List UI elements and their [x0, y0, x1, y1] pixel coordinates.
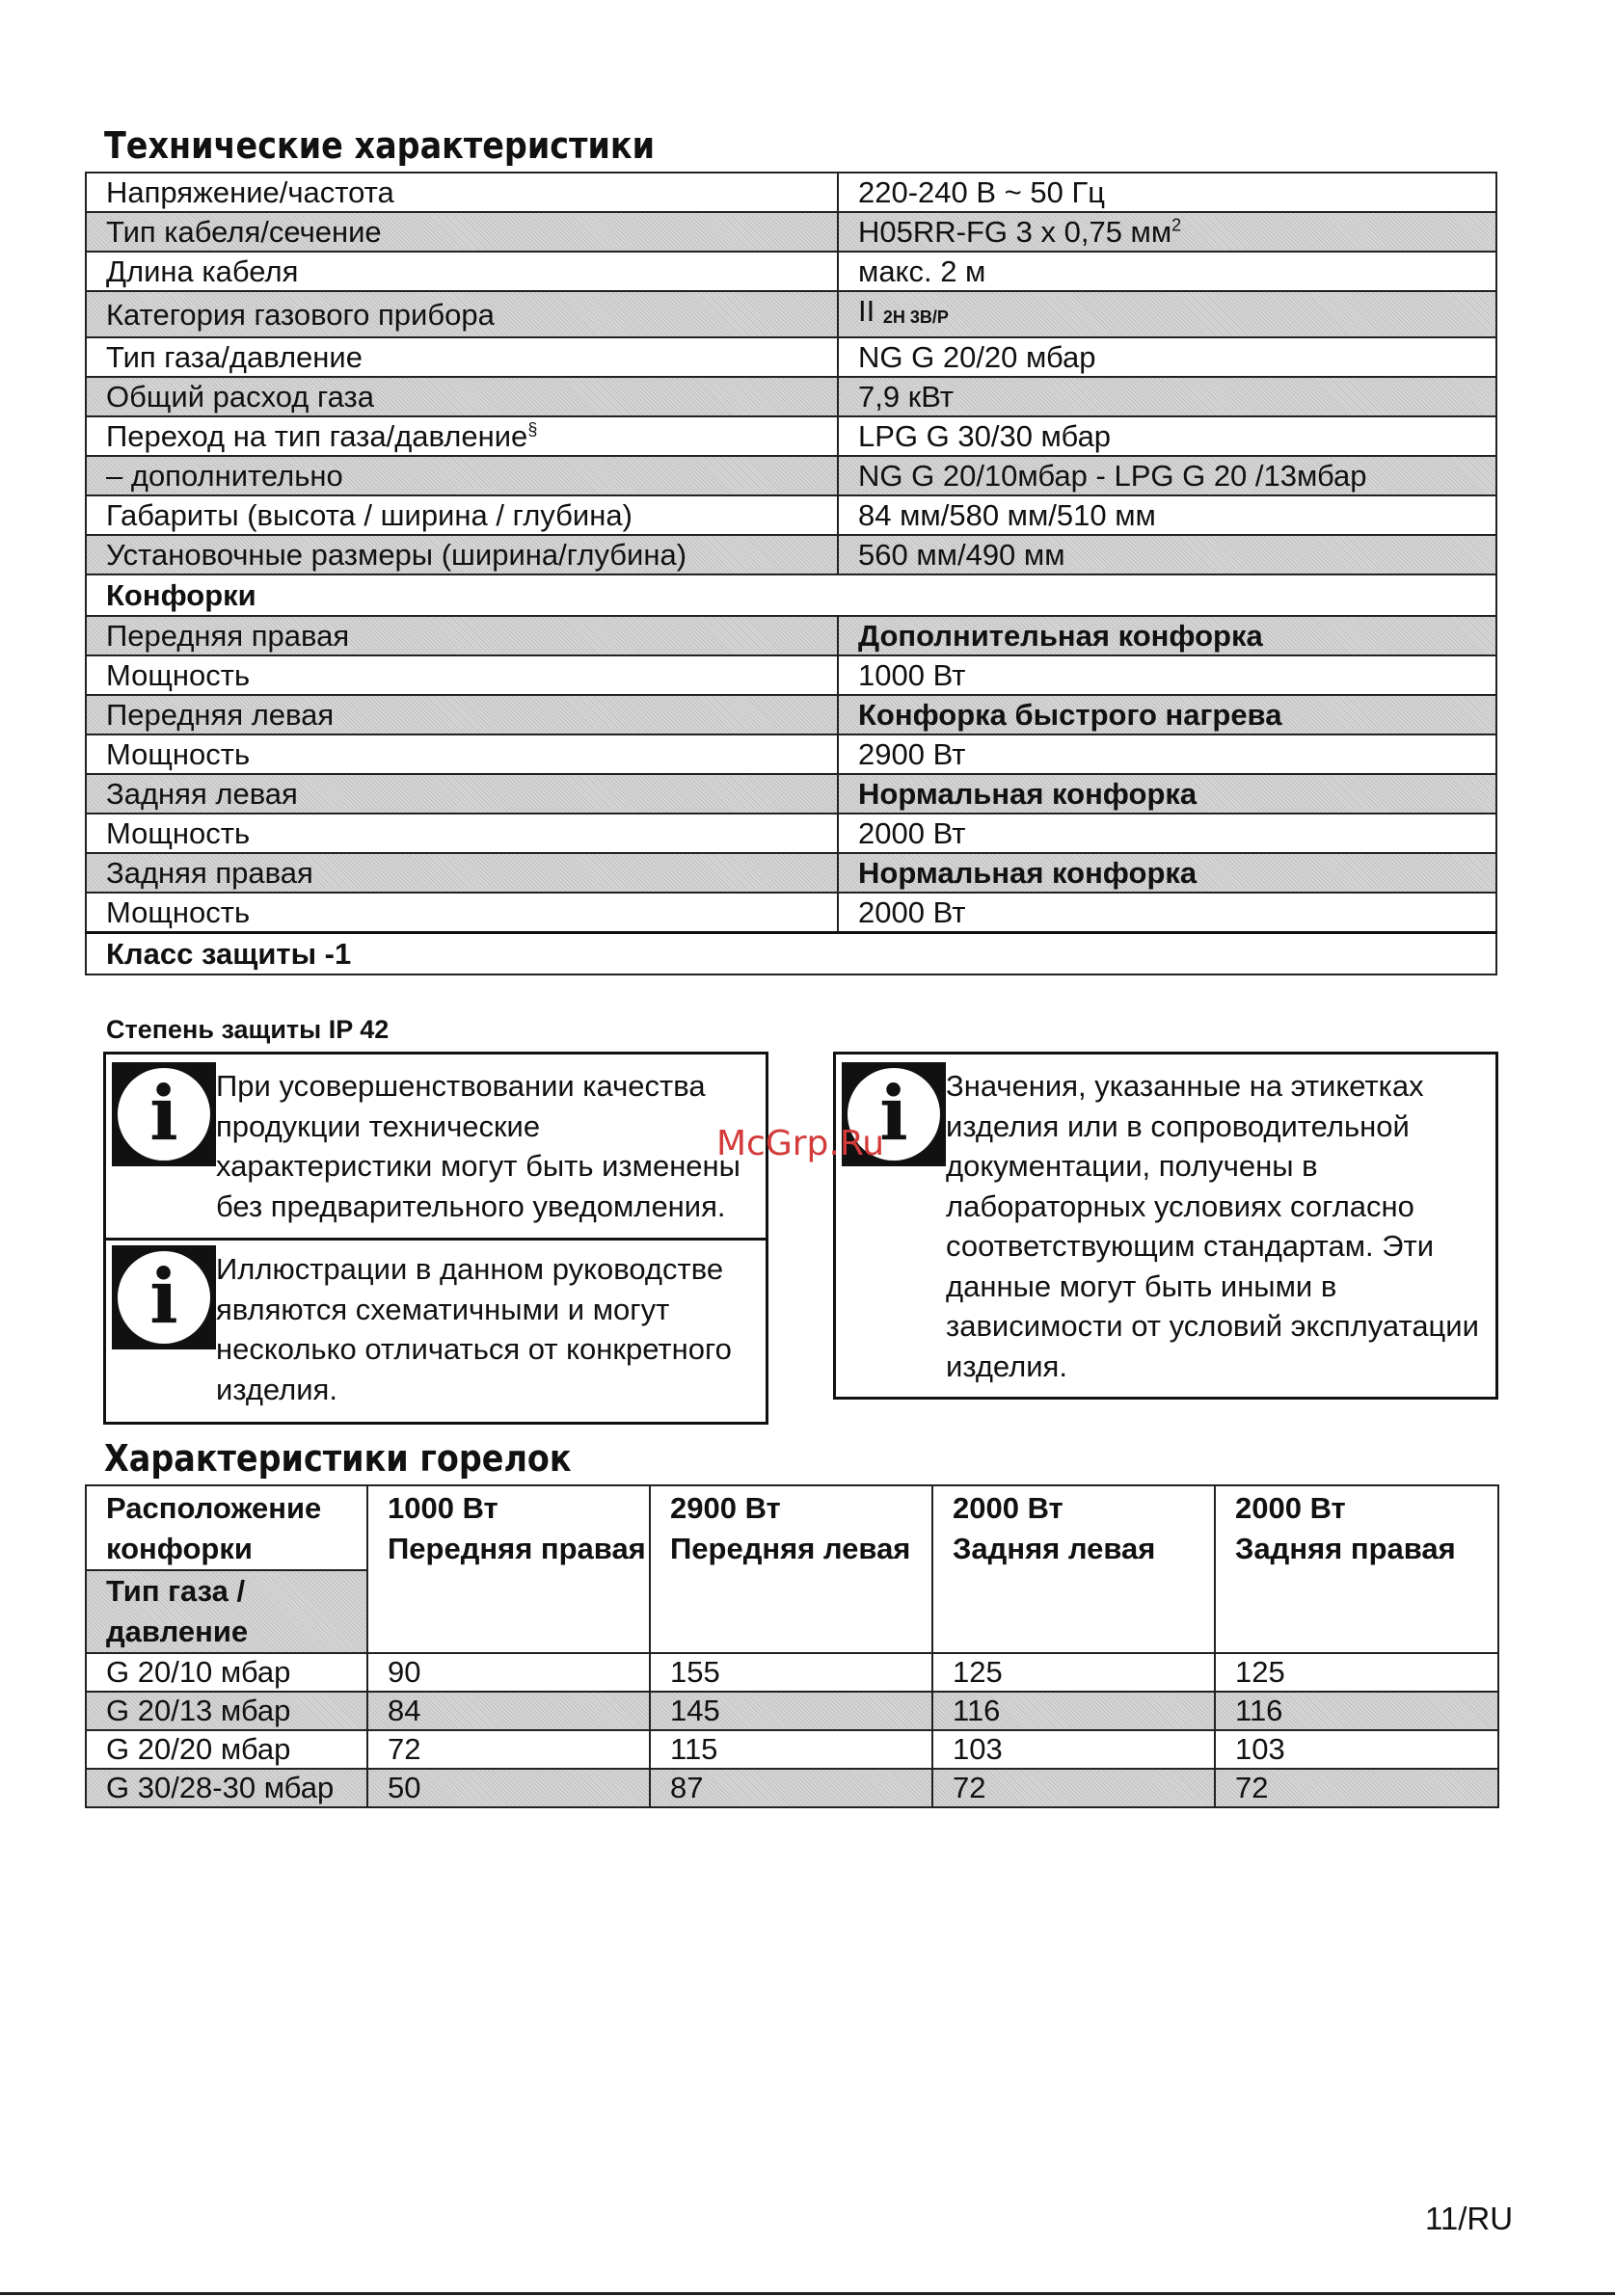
section-title: Характеристики горелок — [104, 1437, 572, 1480]
header-col — [367, 1485, 650, 1653]
value-cell: 72 — [932, 1769, 1215, 1807]
value-cell: 116 — [932, 1692, 1215, 1730]
note-text: Иллюстрации в данном руководстве являются схематичными и могут несколько отличаться от конкретного изделия. — [216, 1252, 732, 1406]
col-name: Передняя левая — [670, 1532, 911, 1565]
tech-specs-table — [85, 172, 1497, 975]
spec-value-text: H05RR-FG 3 x 0,75 мм — [858, 215, 1172, 249]
note-text: При усовершенствовании качества продукции технические характеристики могут быть изменены без предварительного уведомления. — [216, 1069, 740, 1223]
burner-label: Мощность — [86, 655, 838, 695]
spec-value: 84 мм/580 мм/510 мм — [838, 495, 1496, 535]
notes-box-right — [833, 1052, 1498, 1400]
header-col — [650, 1485, 932, 1653]
spec-label: Тип кабеля/сечение — [86, 212, 838, 252]
value-cell: 90 — [367, 1653, 650, 1692]
table-row — [86, 456, 1496, 495]
burner-label: Мощность — [86, 814, 838, 853]
col-name: Задняя правая — [1235, 1532, 1456, 1565]
burner-power: 2900 Вт — [838, 734, 1496, 774]
spec-label: Длина кабеля — [86, 252, 838, 291]
spec-value — [838, 291, 1496, 337]
table-row — [86, 173, 1496, 212]
col-power: 2000 Вт — [953, 1491, 1063, 1525]
note-values — [836, 1055, 1495, 1397]
value-cell: 125 — [932, 1653, 1215, 1692]
table-row — [86, 933, 1496, 975]
header-location — [86, 1485, 367, 1653]
value-cell: 125 — [1215, 1653, 1498, 1692]
spec-label: Установочные размеры (ширина/глубина) — [86, 535, 838, 574]
table-row — [86, 1769, 1498, 1807]
superscript: 2 — [1171, 215, 1182, 235]
note-quality — [106, 1055, 766, 1238]
spec-label — [86, 416, 838, 456]
value-cell: 87 — [650, 1769, 932, 1807]
spec-value: макс. 2 м — [838, 252, 1496, 291]
header-col — [932, 1485, 1215, 1653]
table-row — [86, 1730, 1498, 1769]
table-row — [86, 212, 1496, 252]
spec-value: 220-240 В ~ 50 Гц — [838, 173, 1496, 212]
spec-value: 560 мм/490 мм — [838, 535, 1496, 574]
table-row — [86, 495, 1496, 535]
subscript: 2H 3B/P — [882, 307, 949, 327]
col-power: 2900 Вт — [670, 1491, 781, 1525]
table-row — [86, 853, 1496, 893]
table-row — [86, 695, 1496, 734]
notes-box-left — [103, 1052, 768, 1425]
burner-label: Мощность — [86, 893, 838, 933]
burner-type: Нормальная конфорка — [838, 853, 1496, 893]
info-icon: i — [112, 1245, 216, 1349]
table-row — [86, 535, 1496, 574]
value-cell: 115 — [650, 1730, 932, 1769]
table-row — [86, 574, 1496, 616]
spec-value-text: II — [858, 294, 875, 328]
table-row — [86, 893, 1496, 933]
value-cell: 84 — [367, 1692, 650, 1730]
table-row — [86, 814, 1496, 853]
table-row — [86, 337, 1496, 377]
burner-label: Передняя правая — [86, 616, 838, 655]
spec-value — [838, 212, 1496, 252]
spec-value: LPG G 30/30 мбар — [838, 416, 1496, 456]
burner-label: Задняя левая — [86, 774, 838, 814]
table-row — [86, 416, 1496, 456]
table-row — [86, 377, 1496, 416]
table-row — [86, 774, 1496, 814]
gas-cell: G 20/13 мбар — [86, 1692, 367, 1730]
value-cell: 103 — [1215, 1730, 1498, 1769]
spec-label: – дополнительно — [86, 456, 838, 495]
value-cell: 103 — [932, 1730, 1215, 1769]
spec-label: Напряжение/частота — [86, 173, 838, 212]
table-row — [86, 655, 1496, 695]
value-cell: 72 — [1215, 1769, 1498, 1807]
gas-cell: G 20/10 мбар — [86, 1653, 367, 1692]
value-cell: 50 — [367, 1769, 650, 1807]
value-cell: 145 — [650, 1692, 932, 1730]
table-row — [86, 734, 1496, 774]
spec-value: NG G 20/20 мбар — [838, 337, 1496, 377]
burner-label: Задняя правая — [86, 853, 838, 893]
table-row — [86, 616, 1496, 655]
header-gas-label: Тип газа / давление — [87, 1569, 366, 1652]
spec-label: Тип газа/давление — [86, 337, 838, 377]
burner-type: Дополнительная конфорка — [838, 616, 1496, 655]
burner-power: 2000 Вт — [838, 814, 1496, 853]
info-icon: i — [842, 1062, 946, 1166]
burner-table — [85, 1484, 1499, 1808]
value-cell: 155 — [650, 1653, 932, 1692]
burner-label: Передняя левая — [86, 695, 838, 734]
table-row — [86, 1653, 1498, 1692]
note-illustrations — [106, 1238, 766, 1419]
burner-power: 1000 Вт — [838, 655, 1496, 695]
header-location-label: Расположение конфорки — [106, 1491, 322, 1565]
value-cell: 116 — [1215, 1692, 1498, 1730]
burner-type: Конфорка быстрого нагрева — [838, 695, 1496, 734]
spec-value: 7,9 кВт — [838, 377, 1496, 416]
gas-cell: G 30/28-30 мбар — [86, 1769, 367, 1807]
info-icon: i — [112, 1062, 216, 1166]
spec-label-text: Переход на тип газа/давление — [106, 419, 528, 453]
spec-label: Габариты (высота / ширина / глубина) — [86, 495, 838, 535]
protection-degree: Степень защиты IP 42 — [106, 1015, 390, 1044]
spec-label: Категория газового прибора — [86, 291, 838, 337]
spec-label: Общий расход газа — [86, 377, 838, 416]
col-power: 1000 Вт — [388, 1491, 498, 1525]
value-cell: 72 — [367, 1730, 650, 1769]
col-name: Передняя правая — [388, 1532, 646, 1565]
bottom-rule — [0, 2292, 1615, 2295]
table-row — [86, 1692, 1498, 1730]
page-title: Технические характеристики — [104, 124, 656, 167]
burner-power: 2000 Вт — [838, 893, 1496, 933]
table-header-row — [86, 1485, 1498, 1653]
col-power: 2000 Вт — [1235, 1491, 1346, 1525]
superscript: § — [527, 419, 538, 440]
spec-value: NG G 20/10мбар - LPG G 20 /13мбар — [838, 456, 1496, 495]
burner-type: Нормальная конфорка — [838, 774, 1496, 814]
protection-class: Класс защиты -1 — [86, 933, 1496, 975]
table-row — [86, 252, 1496, 291]
burner-label: Мощность — [86, 734, 838, 774]
burners-heading: Конфорки — [86, 574, 1496, 616]
header-col — [1215, 1485, 1498, 1653]
note-text: Значения, указанные на этикетках изделия или в сопроводительной документации, получены в лабораторных условиях согласно соответствующим стандартам. Эти данные могут быть иными в зависимости от условий эксплуатации изделия. — [946, 1069, 1479, 1383]
page-number: 11/RU — [1425, 2201, 1514, 2236]
col-name: Задняя левая — [953, 1532, 1156, 1565]
gas-cell: G 20/20 мбар — [86, 1730, 367, 1769]
watermark: McGrp.Ru — [716, 1124, 885, 1163]
table-row — [86, 291, 1496, 337]
